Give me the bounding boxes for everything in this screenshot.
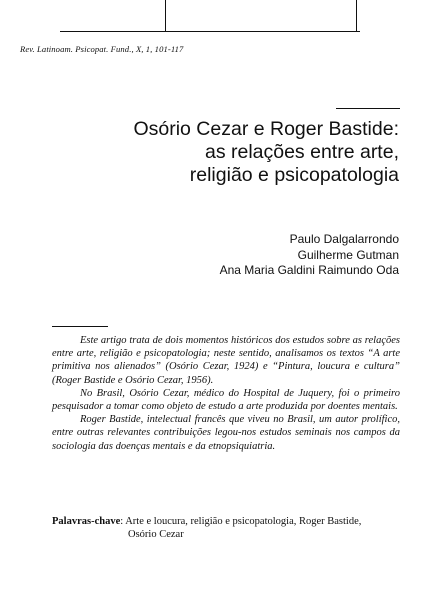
author-name: Ana Maria Galdini Raimundo Oda	[219, 263, 399, 277]
keywords-line-1: : Arte e loucura, religião e psicopatologia, Roger Bastide,	[120, 516, 362, 527]
keywords	[52, 515, 400, 542]
author-name: Paulo Dalgalarrondo	[289, 232, 399, 246]
header-tick-right	[356, 0, 357, 31]
article-title	[133, 118, 399, 187]
keywords-label: Palavras-chave	[52, 516, 121, 527]
title-line-2: as relações entre arte,	[204, 141, 399, 163]
abstract-paragraph: No Brasil, Osório Cezar, médico do Hospital de Juquery, foi o primeiro pesquisador a tomar como objeto de estudo a arte produzida por doentes mentais.	[52, 387, 400, 413]
abstract-rule	[52, 326, 108, 327]
keywords-line-2: Osório Cezar	[128, 529, 184, 541]
abstract-paragraph: Este artigo trata de dois momentos históricos dos estudos sobre as relações entre arte, religião e psicopatologia; neste sentido, analisamos os textos “A arte primitiva nos alienados” (Osório Cezar, 1924) e “Pintura, loucura e cultura” (Roger Bastide e Osório Cezar, 1956).	[52, 335, 400, 386]
title-line-3: religião e psicopatologia	[189, 164, 399, 186]
abstract-paragraph: Roger Bastide, intelectual francês que viveu no Brasil, um autor prolífico, entre outras relevantes contribuições legou-nos estudos seminais nos campos da sociologia das doenças mentais e da etnopsiquiatria.	[52, 414, 400, 452]
author-list	[220, 232, 399, 279]
title-rule	[336, 108, 400, 109]
header-rule	[60, 31, 360, 32]
title-line-1: Osório Cezar e Roger Bastide:	[133, 118, 399, 140]
header-tick-left	[165, 0, 166, 31]
abstract	[52, 334, 400, 453]
journal-citation: Rev. Latinoam. Psicopat. Fund., X, 1, 101-117	[20, 44, 184, 54]
author-name: Guilherme Gutman	[297, 247, 399, 262]
